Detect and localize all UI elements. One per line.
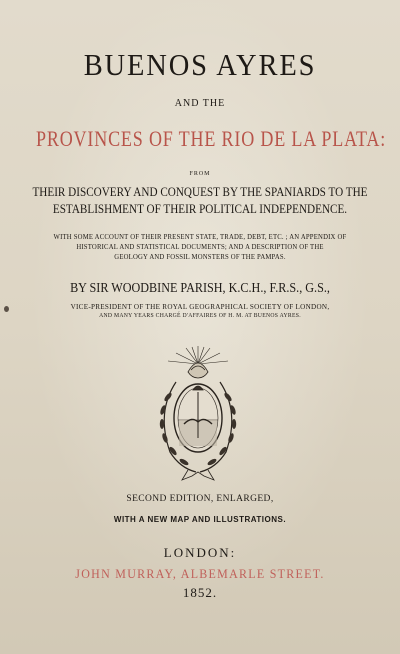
year-text: 1852. xyxy=(182,585,218,600)
subtitle-provinces: PROVINCES OF THE RIO DE LA PLATA: xyxy=(36,126,387,151)
edition-text: SECOND EDITION, ENLARGED, xyxy=(126,494,274,504)
author-line: BY SIR WOODBINE PARISH, K.C.H., F.R.S., G.S., xyxy=(70,280,330,295)
publisher-text: JOHN MURRAY, ALBEMARLE STREET. xyxy=(75,566,325,581)
discovery-line-2: ESTABLISHMENT OF THEIR POLITICAL INDEPENDENCE. xyxy=(52,201,348,216)
coat-of-arms-icon xyxy=(146,342,250,482)
city-text: LONDON: xyxy=(163,545,237,560)
book-title: BUENOS AYRES xyxy=(83,47,317,82)
discovery-line-1: THEIR DISCOVERY AND CONQUEST BY THE SPANIARDS TO THE xyxy=(32,184,368,199)
account-line-3: GEOLOGY AND FOSSIL MONSTERS OF THE PAMPAS. xyxy=(114,253,286,261)
map-illustrations-text: WITH A NEW MAP AND ILLUSTRATIONS. xyxy=(113,515,287,524)
account-line-2: HISTORICAL AND STATISTICAL DOCUMENTS; AND A DESCRIPTION OF THE xyxy=(76,243,324,251)
margin-ink-spot xyxy=(4,306,9,312)
from-text: FROM xyxy=(189,171,211,177)
author-credential-2: AND MANY YEARS CHARGÉ D'AFFAIRES OF H. M. AT BUENOS AYRES. xyxy=(99,313,301,319)
author-credential-1: VICE-PRESIDENT OF THE ROYAL GEOGRAPHICAL SOCIETY OF LONDON, xyxy=(70,302,330,311)
account-line-1: WITH SOME ACCOUNT OF THEIR PRESENT STATE, TRADE, DEBT, ETC. ; AN APPENDIX OF xyxy=(53,233,347,241)
and-the-text: AND THE xyxy=(174,98,226,109)
